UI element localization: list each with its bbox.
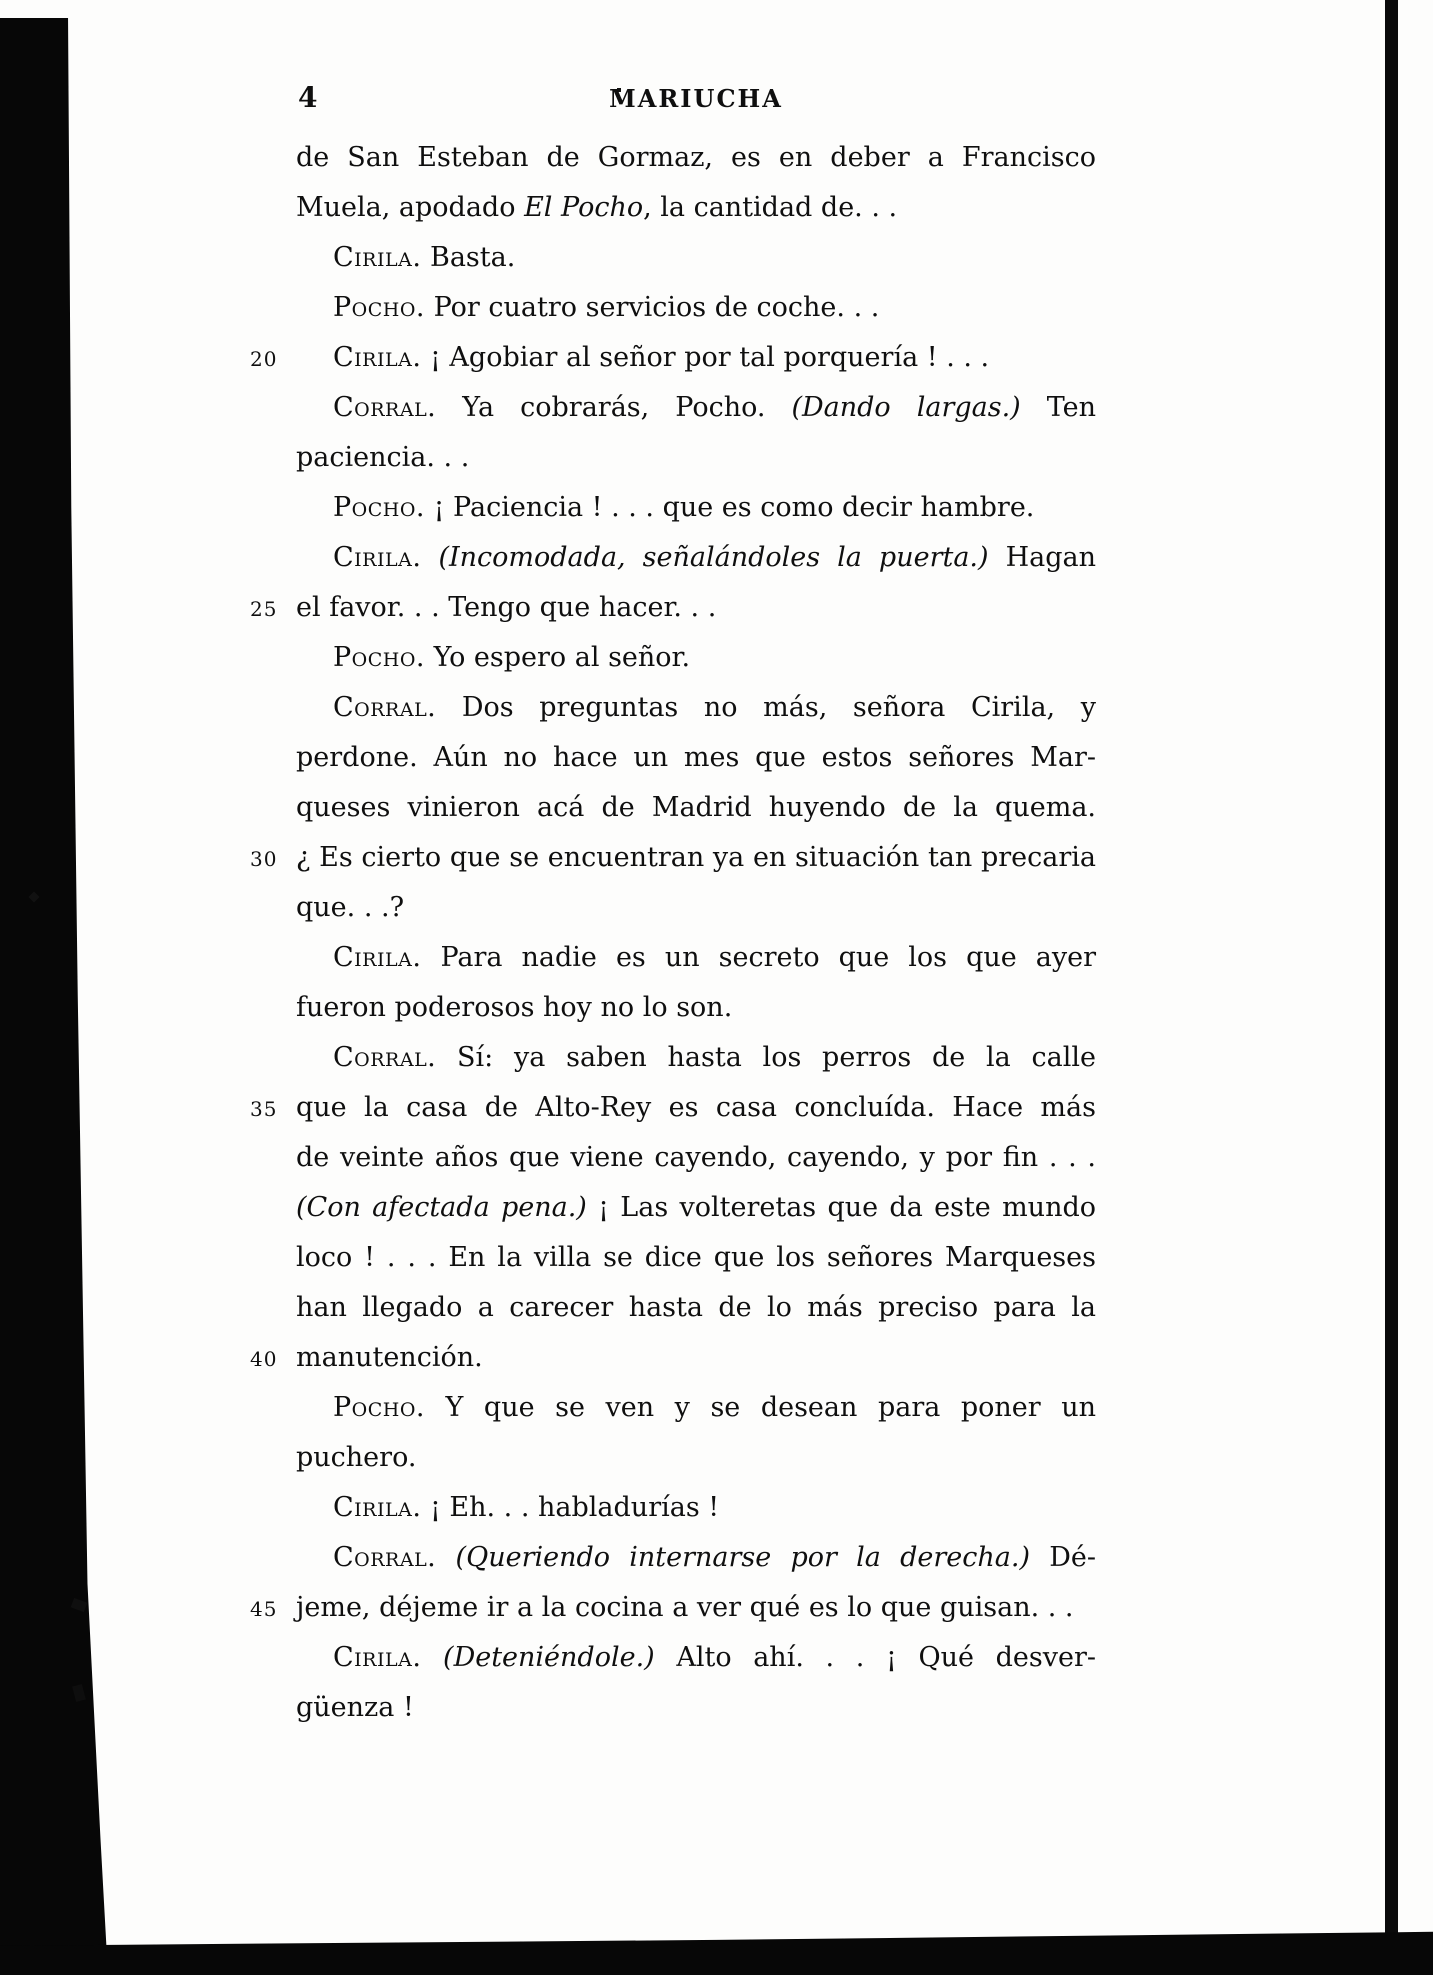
dialogue-text: Yo espero al señor. (425, 642, 691, 673)
text-line (296, 933, 1096, 983)
text-line (250, 583, 1096, 633)
speaker-name: Cirila. (333, 1492, 422, 1523)
dialogue-text: Y que se ven y se desean para poner un (425, 1392, 1096, 1423)
dialogue-text (436, 1542, 455, 1573)
dialogue-text: de San Esteban de Gormaz, es en deber a Francisco (296, 142, 1096, 173)
stage-direction: (Dando largas.) (791, 392, 1021, 423)
scan-edge-right (1385, 0, 1398, 1945)
page-number: 4 (298, 81, 318, 114)
dialogue-text: Para nadie es un secreto que los que ayer (421, 942, 1096, 973)
text-line (296, 883, 1096, 933)
text-line (296, 683, 1096, 733)
speaker-name: Pocho. (333, 1392, 426, 1423)
speaker-name: Corral. (333, 692, 437, 723)
margin-line-number: 35 (250, 1097, 278, 1121)
text-line (296, 1183, 1096, 1233)
speaker-name: Cirila. (333, 942, 422, 973)
speaker-name: Pocho. (333, 642, 426, 673)
text-line (296, 283, 1096, 333)
text-line (296, 433, 1096, 483)
margin-line-number: 45 (250, 1597, 278, 1621)
text-line (296, 1283, 1096, 1333)
dialogue-text: Hagan (988, 542, 1096, 573)
text-line (296, 1433, 1096, 1483)
dialogue-text: ¡ Paciencia ! . . . que es como decir hambre. (425, 492, 1035, 523)
text-line (296, 1383, 1096, 1433)
dialogue-text: el favor. . . Tengo que hacer. . . (296, 592, 717, 623)
text-lines (250, 133, 1096, 1733)
stage-direction: El Pocho (524, 192, 644, 223)
stage-direction: (Incomodada, señalándoles la puerta.) (438, 542, 989, 573)
stage-direction: (Queriendo internarse por la derecha.) (455, 1542, 1030, 1573)
dialogue-text: Alto ahí. . . ¡ Qué desver- (654, 1642, 1096, 1673)
text-line (296, 1533, 1096, 1583)
page-header (296, 80, 1096, 122)
speaker-name: Pocho. (333, 492, 426, 523)
dialogue-text: güenza ! (296, 1692, 414, 1723)
speaker-name: Cirila. (333, 1642, 422, 1673)
dialogue-text: perdone. Aún no hace un mes que estos señores Mar- (296, 742, 1096, 773)
text-line (296, 1033, 1096, 1083)
dialogue-text: Ten (1020, 392, 1096, 423)
dialogue-text: Dé- (1030, 1542, 1096, 1573)
text-line (296, 233, 1096, 283)
dialogue-text: Por cuatro servicios de coche. . . (425, 292, 880, 323)
dialogue-text: Ya cobrarás, Pocho. (436, 392, 792, 423)
text-line (250, 1333, 1096, 1383)
dialogue-text: han llegado a carecer hasta de lo más preciso para la (296, 1292, 1096, 1323)
dialogue-text: Sí: ya saben hasta los perros de la calle (436, 1042, 1096, 1073)
running-title: MARIUCHA (609, 84, 783, 113)
speaker-name: Corral. (333, 1542, 437, 1573)
text-line (296, 1633, 1096, 1683)
speaker-name: Cirila. (333, 542, 422, 573)
stage-direction: (Deteniéndole.) (443, 1642, 655, 1673)
dialogue-text: ¿ Es cierto que se encuentran ya en situación tan precaria (296, 842, 1096, 873)
dialogue-text: que. . .? (296, 892, 405, 923)
text-line (296, 1483, 1096, 1533)
text-line (250, 833, 1096, 883)
text-line (296, 533, 1096, 583)
dialogue-text: Dos preguntas no más, señora Cirila, y (436, 692, 1096, 723)
text-line (296, 383, 1096, 433)
dialogue-text: que la casa de Alto-Rey es casa concluída. Hace más (296, 1092, 1096, 1123)
dialogue-text: fueron poderosos hoy no lo son. (296, 992, 733, 1023)
text-line (296, 783, 1096, 833)
dialogue-text: de veinte años que viene cayendo, cayendo, y por fin . . . (296, 1142, 1096, 1173)
dialogue-text: ¡ Agobiar al señor por tal porquería ! . . . (421, 342, 990, 373)
dialogue-text: jeme, déjeme ir a la cocina a ver qué es lo que guisan. . . (296, 1592, 1074, 1623)
margin-line-number: 30 (250, 847, 278, 871)
stage-direction: (Con afectada pena.) (296, 1192, 587, 1223)
text-line (296, 483, 1096, 533)
dialogue-text: paciencia. . . (296, 442, 470, 473)
text-line (296, 633, 1096, 683)
margin-line-number: 40 (250, 1347, 278, 1371)
text-line (250, 333, 1096, 383)
text-line (250, 1083, 1096, 1133)
dialogue-text: ¡ Eh. . . habladurías ! (421, 1492, 720, 1523)
speaker-name: Pocho. (333, 292, 426, 323)
speaker-name: Cirila. (333, 242, 422, 273)
speaker-name: Corral. (333, 1042, 437, 1073)
dialogue-text: , la cantidad de. . . (643, 192, 898, 223)
text-line (296, 1133, 1096, 1183)
text-line (296, 1233, 1096, 1283)
text-line (296, 183, 1096, 233)
dialogue-text: Basta. (421, 242, 516, 273)
text-line (296, 133, 1096, 183)
scan-edge-bottom (0, 1930, 1433, 1975)
dialogue-text (421, 542, 438, 573)
text-line (296, 983, 1096, 1033)
scan-edge-left (0, 18, 108, 1975)
speaker-name: Corral. (333, 392, 437, 423)
text-line (296, 1683, 1096, 1733)
dialogue-text: Muela, apodado (296, 192, 525, 223)
dialogue-text (421, 1642, 443, 1673)
margin-line-number: 20 (250, 347, 278, 371)
dialogue-text: loco ! . . . En la villa se dice que los señores Marqueses (296, 1242, 1096, 1273)
text-line (296, 733, 1096, 783)
margin-line-number: 25 (250, 597, 278, 621)
dialogue-text: manutención. (296, 1342, 483, 1373)
text-line (250, 1583, 1096, 1633)
dialogue-text: queses vinieron acá de Madrid huyendo de la quema. (296, 792, 1096, 823)
dialogue-text: ¡ Las volteretas que da este mundo (586, 1192, 1096, 1223)
dialogue-text: puchero. (296, 1442, 417, 1473)
speaker-name: Cirila. (333, 342, 422, 373)
